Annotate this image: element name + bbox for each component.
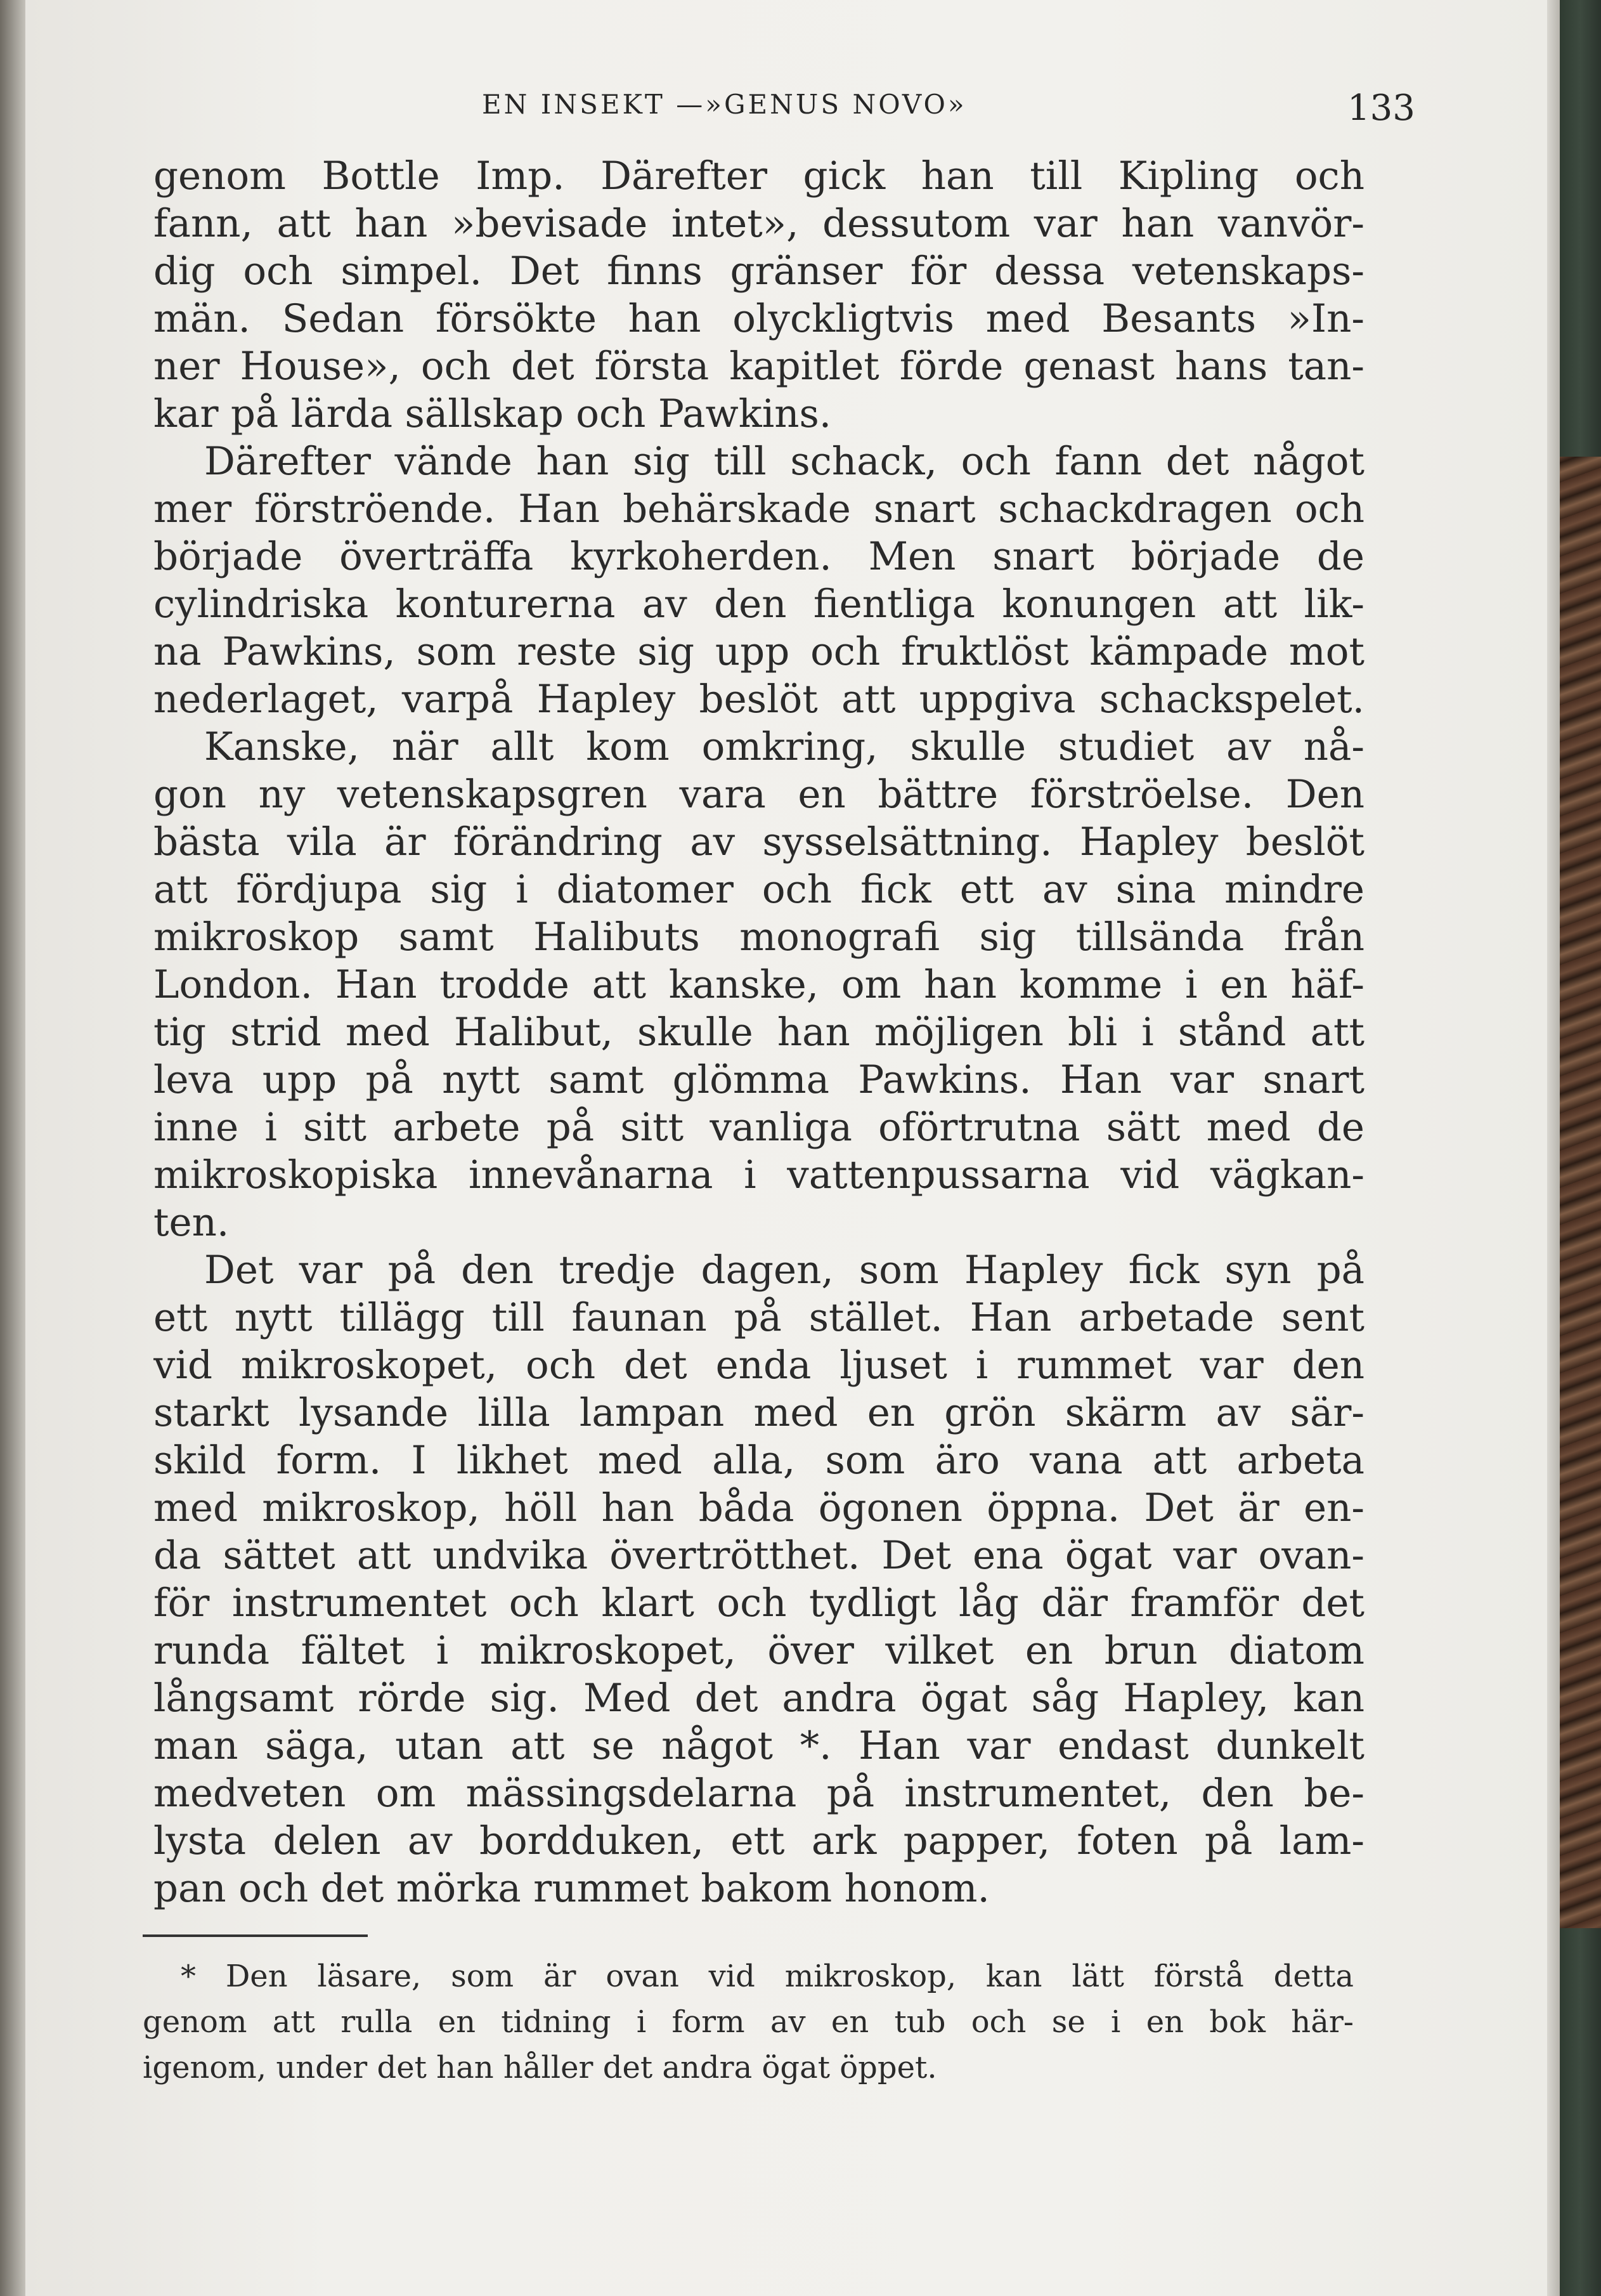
page-number: 133 (1347, 88, 1415, 129)
text-line: med mikroskop, höll han båda ögonen öppna. Det är en- (153, 1485, 1364, 1530)
text-line: leva upp på nytt samt glömma Pawkins. Han var snart (153, 1057, 1364, 1102)
text-line: lysta delen av bordduken, ett ark papper, foten på lam- (153, 1818, 1364, 1863)
page-edge (1547, 0, 1560, 2296)
text-line: inne i sitt arbete på sitt vanliga oförtrutna sätt med de (153, 1105, 1364, 1150)
text-line: London. Han trodde att kanske, om han komme i en häf- (153, 962, 1364, 1007)
text-line: Därefter vände han sig till schack, och fann det något (204, 439, 1364, 484)
text-line: mikroskop samt Halibuts monografi sig tillsända från (153, 915, 1364, 960)
text-line: skild form. I likhet med alla, som äro vana att arbeta (153, 1438, 1364, 1483)
text-line: mer förströende. Han behärskade snart schackdragen och (153, 486, 1364, 532)
text-line: gon ny vetenskapsgren vara en bättre förströelse. Den (153, 772, 1364, 817)
text-line: nederlaget, varpå Hapley beslöt att uppgiva schackspelet. (153, 677, 1364, 722)
footnote-line: genom att rulla en tidning i form av en tub och se i en bok här- (143, 2004, 1354, 2040)
text-line: ner House», och det första kapitlet förde genast hans tan- (153, 344, 1364, 389)
body-text (153, 152, 1364, 1912)
text-line: genom Bottle Imp. Därefter gick han till Kipling och (153, 153, 1364, 199)
text-line: för instrumentet och klart och tydligt låg där framför det (153, 1581, 1364, 1626)
footnote (143, 1954, 1354, 2091)
text-line: ten. (153, 1200, 230, 1245)
text-line: starkt lysande lilla lampan med en grön skärm av sär- (153, 1390, 1364, 1435)
text-line: da sättet att undvika övertrötthet. Det ena ögat var ovan- (153, 1533, 1364, 1578)
text-line: pan och det mörka rummet bakom honom. (153, 1866, 990, 1911)
text-line: man säga, utan att se något *. Han var endast dunkelt (153, 1723, 1364, 1768)
book-cover-cloth-bottom (1560, 1928, 1601, 2296)
text-line: tig strid med Halibut, skulle han möjligen bli i stånd att (153, 1010, 1364, 1055)
text-line: ett nytt tillägg till faunan på stället. Han arbetade sent (153, 1295, 1364, 1340)
footnote-line: * Den läsare, som är ovan vid mikroskop, kan lätt förstå detta (181, 1959, 1354, 1994)
running-title: EN INSEKT —»GENUS NOVO» (482, 89, 967, 120)
text-line: att fördjupa sig i diatomer och fick ett av sina mindre (153, 867, 1364, 912)
text-line: mikroskopiska innevånarna i vattenpussarna vid vägkan- (153, 1152, 1364, 1197)
text-line: män. Sedan försökte han olyckligtvis med Besants »In- (153, 296, 1364, 341)
text-line: dig och simpel. Det finns gränser för dessa vetenskaps- (153, 249, 1364, 294)
text-line: Det var på den tredje dagen, som Hapley fick syn på (204, 1248, 1364, 1293)
text-line: började överträffa kyrkoherden. Men snart började de (153, 534, 1364, 579)
book-cover-cloth-top (1560, 0, 1601, 457)
text-line: cylindriska konturerna av den fientliga konungen att lik- (153, 582, 1364, 627)
text-line: na Pawkins, som reste sig upp och fruktlöst kämpade mot (153, 629, 1364, 674)
text-line: långsamt rörde sig. Med det andra ögat såg Hapley, kan (153, 1676, 1364, 1721)
text-line: kar på lärda sällskap och Pawkins. (153, 391, 832, 436)
footnote-line: igenom, under det han håller det andra ögat öppet. (143, 2050, 937, 2085)
text-line: runda fältet i mikroskopet, över vilket en brun diatom (153, 1628, 1364, 1673)
text-line: medveten om mässingsdelarna på instrumentet, den be- (153, 1771, 1364, 1816)
text-line: vid mikroskopet, och det enda ljuset i rummet var den (153, 1343, 1364, 1388)
text-line: Kanske, när allt kom omkring, skulle studiet av nå- (204, 724, 1364, 769)
text-line: bästa vila är förändring av sysselsättning. Hapley beslöt (153, 819, 1364, 864)
text-line: fann, att han »bevisade intet», dessutom var han vanvör- (153, 201, 1364, 246)
footnote-rule (143, 1934, 368, 1937)
